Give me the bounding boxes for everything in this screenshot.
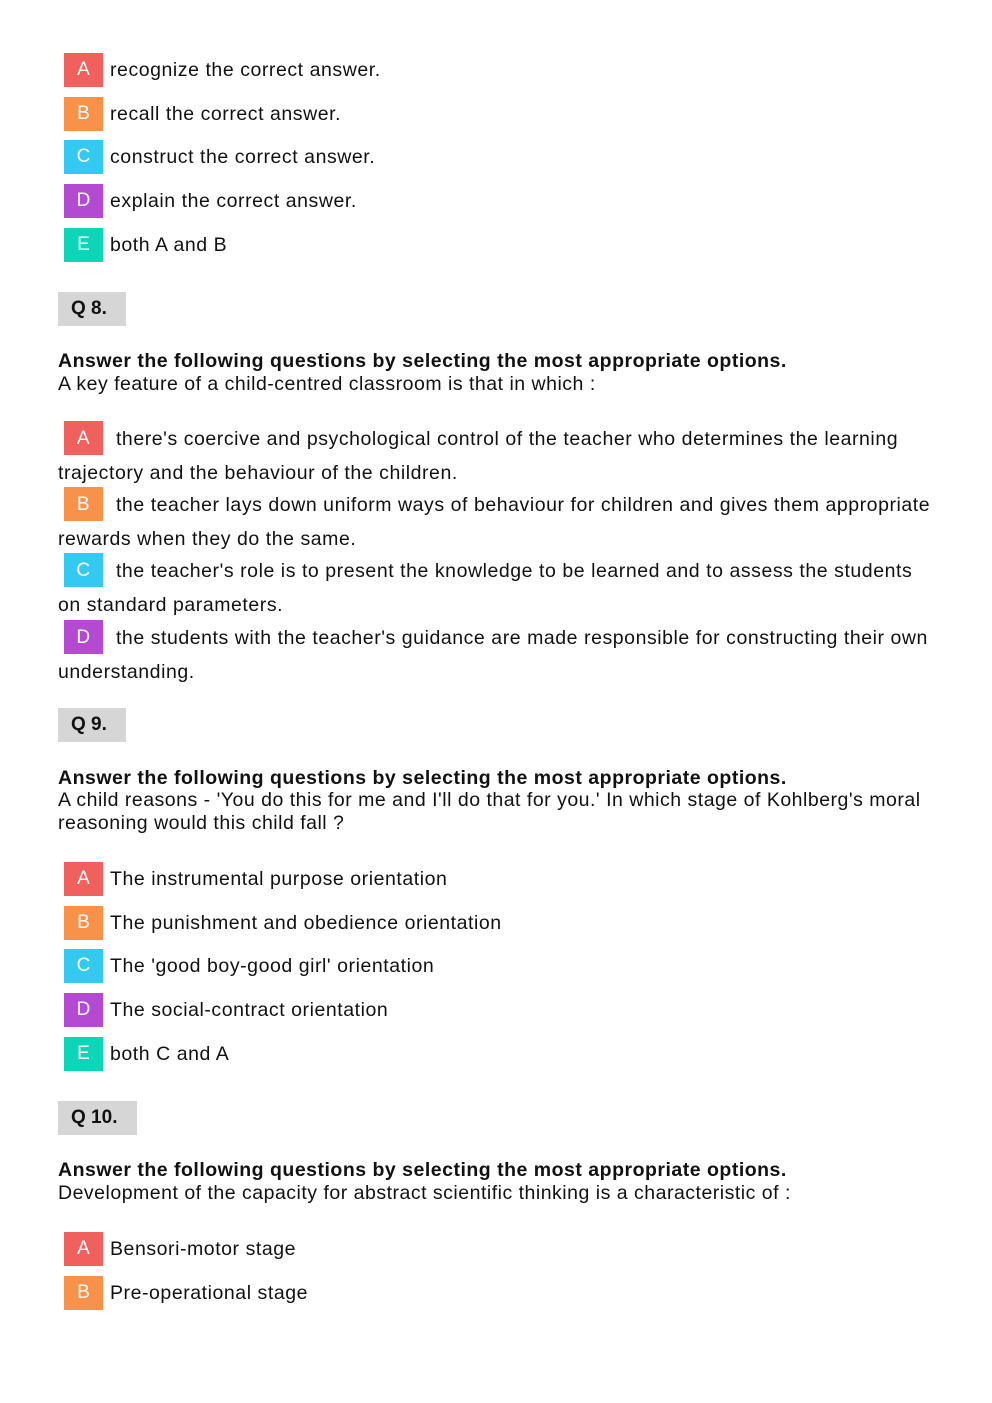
option-badge-e: E: [64, 228, 103, 262]
q10-question-text: Development of the capacity for abstract scientific thinking is a characteristic of :: [58, 1182, 791, 1204]
question-number-q9: Q 9.: [58, 708, 126, 742]
q8-question-text: A key feature of a child-centred classroom is that in which :: [58, 373, 596, 395]
option-badge-c: C: [64, 949, 103, 983]
option-text: both A and B: [110, 233, 228, 256]
q8-instruction: Answer the following questions by selecting the most appropriate options.: [58, 350, 787, 372]
option-badge-b: B: [64, 487, 103, 521]
option-text: The instrumental purpose orientation: [110, 867, 448, 890]
q8-option-c[interactable]: [58, 555, 938, 622]
option-badge-d: D: [64, 993, 103, 1027]
q7-option-b[interactable]: [64, 97, 341, 131]
q8-option-a[interactable]: [58, 423, 938, 490]
option-text: The 'good boy-good girl' orientation: [110, 954, 435, 977]
q9-option-e[interactable]: [64, 1037, 229, 1071]
option-text: there's coercive and psychological control of the teacher who determines the learning trajectory and the behaviour of the children.: [58, 428, 899, 484]
q7-option-a[interactable]: [64, 53, 381, 87]
q10-instruction: Answer the following questions by selecting the most appropriate options.: [58, 1159, 787, 1181]
q9-option-c[interactable]: [64, 949, 434, 983]
option-text: construct the correct answer.: [110, 145, 376, 168]
option-text: recall the correct answer.: [110, 102, 342, 125]
option-text: both C and A: [110, 1042, 230, 1065]
option-text: The social-contract orientation: [110, 998, 389, 1021]
option-badge-a: A: [64, 53, 103, 87]
option-badge-b: B: [64, 97, 103, 131]
q10-option-b[interactable]: [64, 1276, 308, 1310]
q7-option-e[interactable]: [64, 228, 227, 262]
option-text: the students with the teacher's guidance are made responsible for constructing their own understanding.: [58, 627, 928, 683]
q9-option-a[interactable]: [64, 862, 447, 896]
question-number-q8: Q 8.: [58, 292, 126, 326]
option-badge-a: A: [64, 421, 103, 455]
option-text: Pre-operational stage: [110, 1281, 308, 1304]
option-badge-a: A: [64, 862, 103, 896]
option-badge-d: D: [64, 184, 103, 218]
option-text: the teacher's role is to present the knowledge to be learned and to assess the students on standard parameters.: [58, 560, 913, 616]
option-badge-b: B: [64, 906, 103, 940]
option-badge-a: A: [64, 1232, 103, 1266]
q9-option-b[interactable]: [64, 906, 502, 940]
option-badge-c: C: [64, 553, 103, 587]
q9-option-d[interactable]: [64, 993, 388, 1027]
option-badge-b: B: [64, 1276, 103, 1310]
q9-question-text: A child reasons - 'You do this for me and I'll do that for you.' In which stage of Kohlberg's moral reasoning would this child fall ?: [58, 789, 921, 834]
question-number-q10: Q 10.: [58, 1101, 137, 1135]
q8-option-d[interactable]: [58, 622, 938, 689]
option-text: Bensori-motor stage: [110, 1237, 297, 1260]
option-text: the teacher lays down uniform ways of behaviour for children and gives them appropriate rewards when they do the same.: [58, 494, 931, 550]
option-badge-d: D: [64, 620, 103, 654]
option-text: recognize the correct answer.: [110, 58, 381, 81]
option-badge-c: C: [64, 140, 103, 174]
option-badge-e: E: [64, 1037, 103, 1071]
q8-option-b[interactable]: [58, 489, 938, 556]
q7-option-c[interactable]: [64, 140, 375, 174]
option-text: explain the correct answer.: [110, 189, 357, 212]
q9-instruction: Answer the following questions by selecting the most appropriate options.: [58, 767, 787, 789]
q10-option-a[interactable]: [64, 1232, 296, 1266]
q7-option-d[interactable]: [64, 184, 357, 218]
option-text: The punishment and obedience orientation: [110, 911, 502, 934]
